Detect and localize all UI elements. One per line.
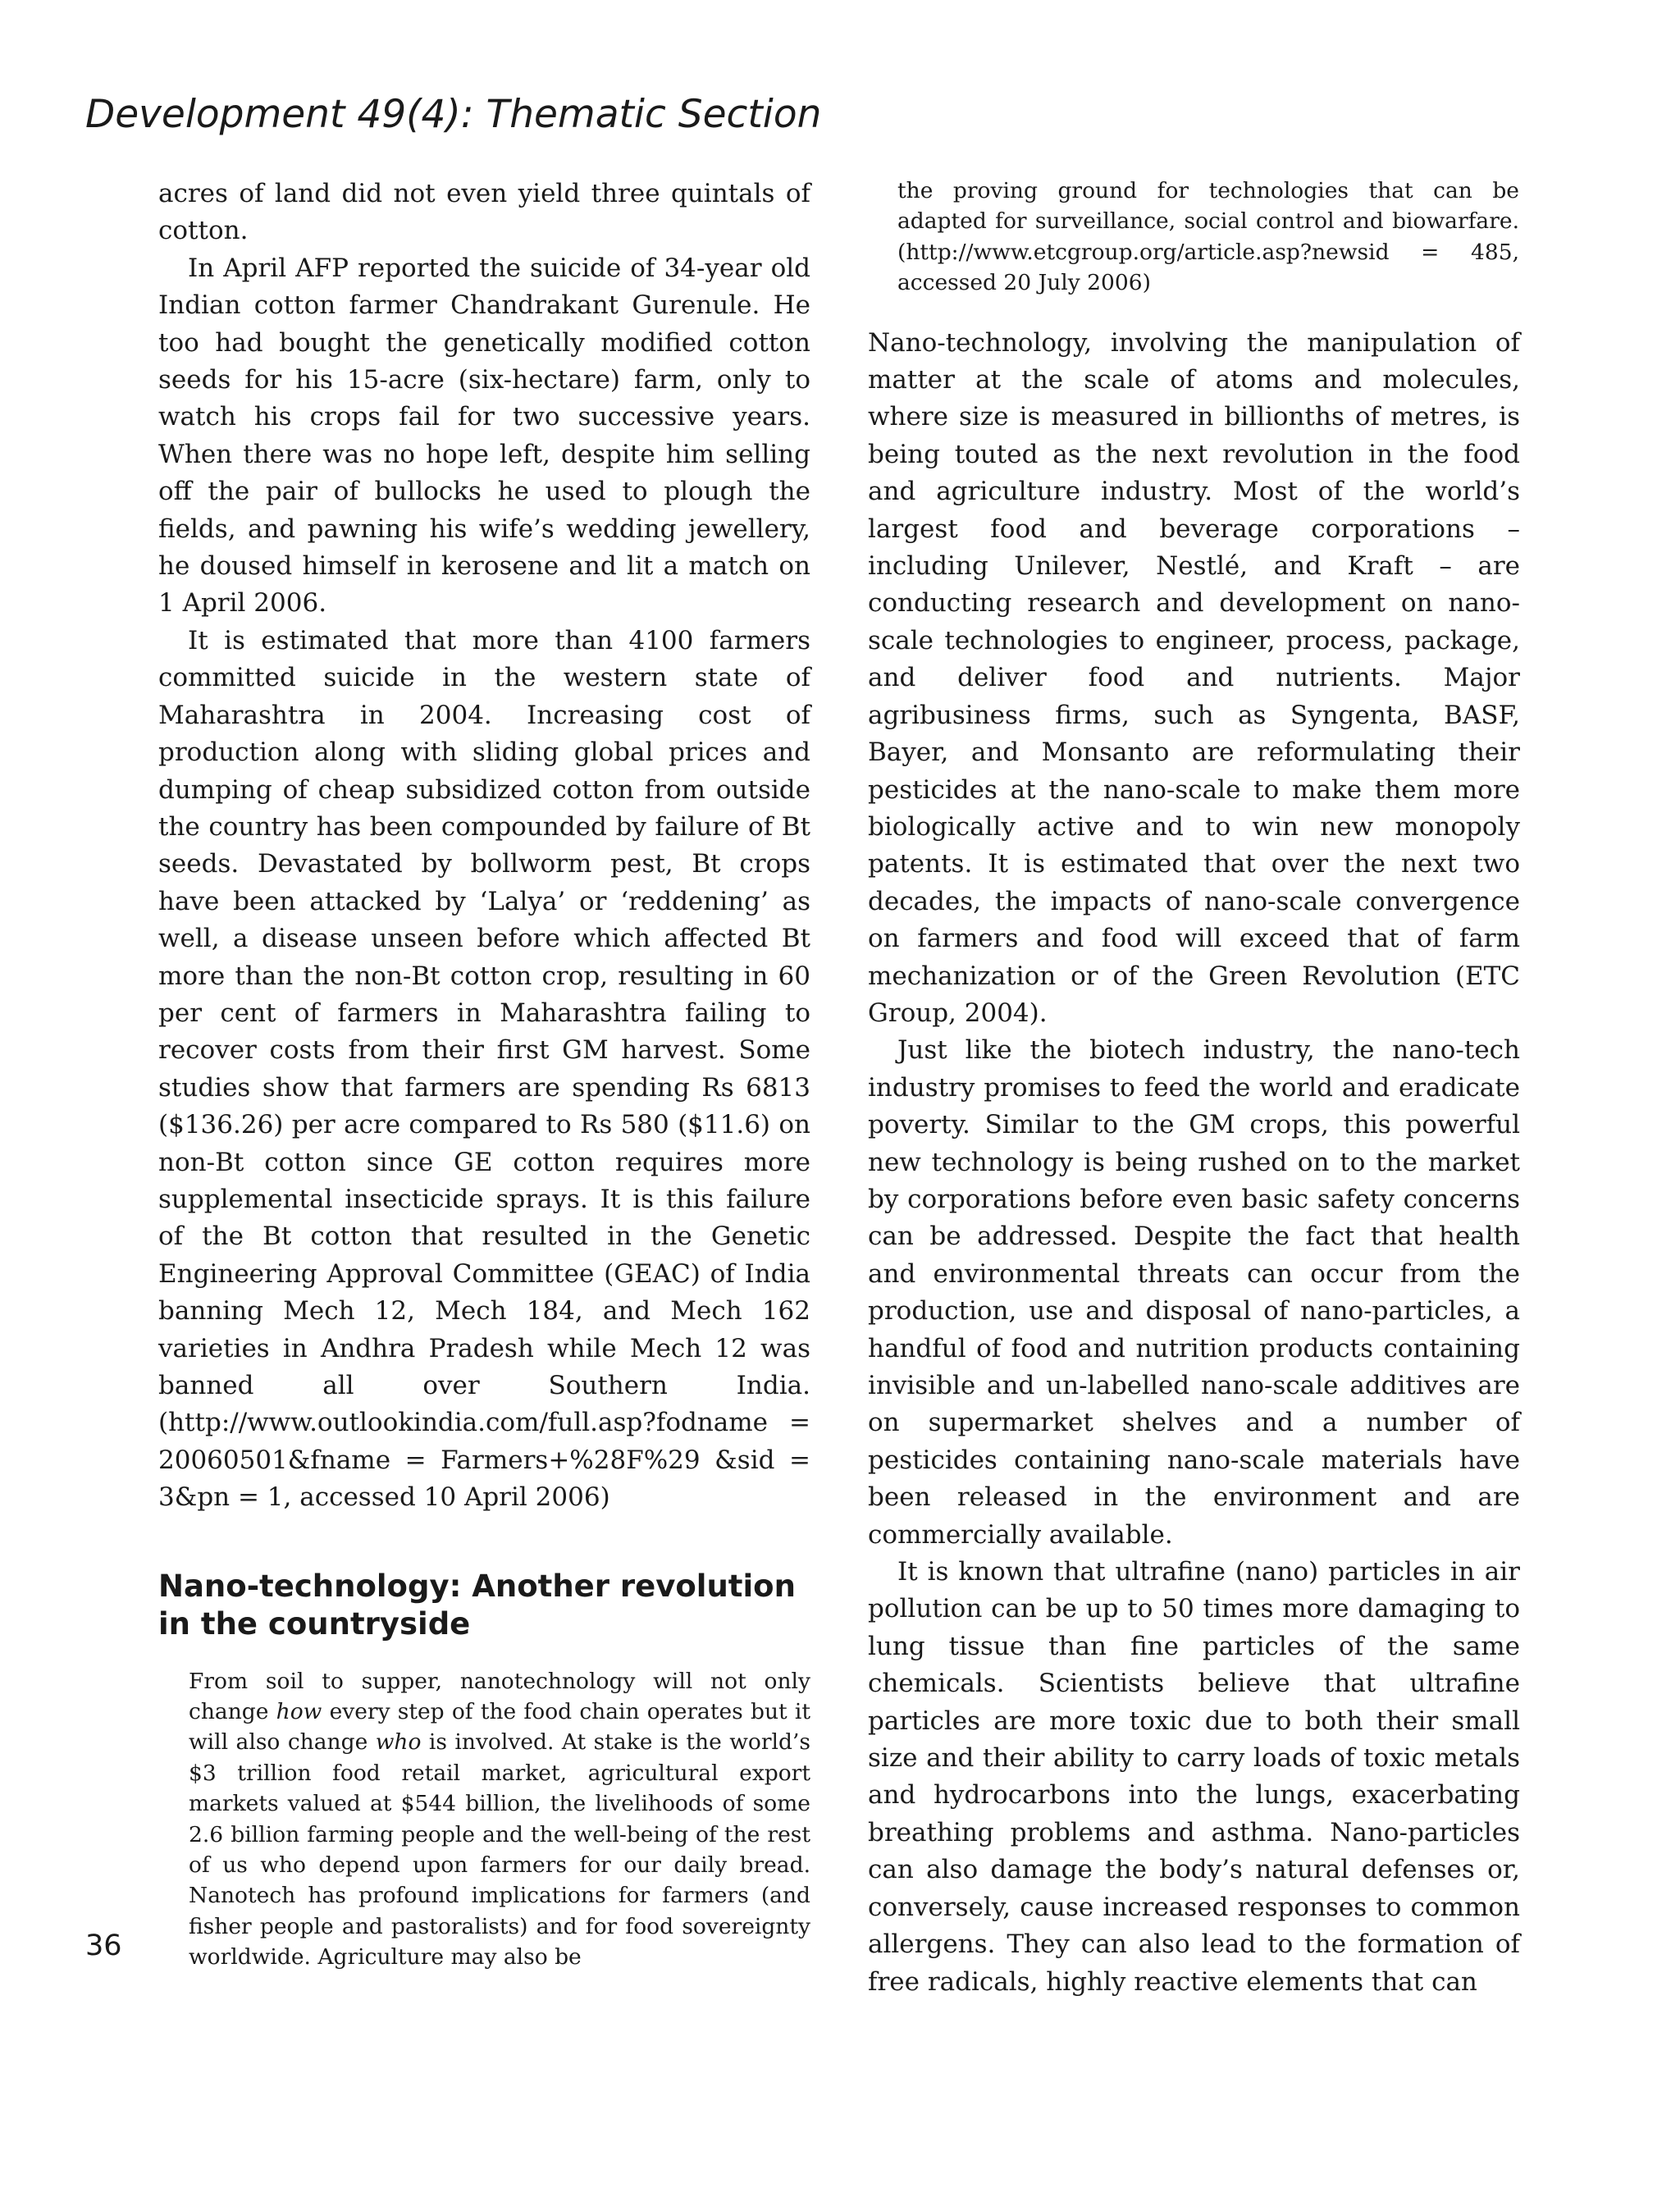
block-quote — [189, 1666, 810, 1973]
running-head: Development 49(4): Thematic Section — [85, 92, 822, 137]
right-paragraph-1: Nano-technology, involving the manipulation of matter at the scale of atoms and molecules, where size is measured in billionths of metres, is being touted as the next revolution in the food and agriculture industry. Most of the world’s largest food and beverage corporations – including Unilever, Nestlé, and Kraft – are conducting research and development on nano-scale technologies to engineer, process, package, and deliver food and nutrients. Major agribusiness firms, such as Syngenta, BASF, Bayer, and Monsanto are reformulating their pesticides at the nano-scale to make them more biologically active and to win new monopoly patents. It is estimated that over the next two decades, the impacts of nano-scale convergence on farmers and food will exceed that of farm mechanization or of the Green Revolution (ETC Group, 2004). — [868, 327, 1520, 1028]
block-quote-continued: the proving ground for technologies that can be adapted for surveillance, social control and biowarfare. (http://www.etcgroup.org/article.asp?newsid = 485, accessed 20 July 2006) — [897, 178, 1519, 296]
left-paragraph-2: In April AFP reported the suicide of 34-year old Indian cotton farmer Chandrakant Gurenule. He too had bought the genetically modified cotton seeds for his 15-acre (six-hectare) farm, only to watch his crops fail for two successive years. When there was no hope left, despite him selling off the pair of bullocks he used to plough the fields, and pawning his wife’s wedding jewellery, he doused himself in kerosene and lit a match on 1 April 2006. — [158, 253, 810, 619]
section-heading: Nano-technology: Another revolution in the countryside — [158, 1568, 796, 1642]
left-paragraph-3: It is estimated that more than 4100 farmers committed suicide in the western state of Maharashtra in 2004. Increasing cost of production along with sliding global prices and dumping of cheap subsidized cotton from outside the country has been compounded by failure of Bt seeds. Devastated by bollworm pest, Bt crops have been attacked by ‘Lalya’ or ‘reddening’ as well, a disease unseen before which affected Bt more than the non-Bt cotton crop, resulting in 60 per cent of farmers in Maharashtra failing to recover costs from their first GM harvest. Some studies show that farmers are spending Rs 6813 ($136.26) per acre compared to Rs 580 ($11.6) on non-Bt cotton since GE cotton requires more supplemental insecticide sprays. It is this failure of the Bt cotton that resulted in the Genetic Engineering Approval Committee (GEAC) of India banning Mech 12, Mech 184, and Mech 162 varieties in Andhra Pradesh while Mech 12 was banned all over Southern India. (http://www.outlookindia.com/full.asp?fodname = 20060501&fname = Farmers+%28F%29 &sid = 3&pn = 1, accessed 10 April 2006) — [158, 625, 810, 1513]
quote-text-2: every step of the food chain operates but it will also change — [189, 1699, 810, 1756]
right-paragraph-2: Just like the biotech industry, the nano-tech industry promises to feed the world and eradicate poverty. Similar to the GM crops, this powerful new technology is being rushed on to the market by corporations before even basic safety concerns can be addressed. Despite the fact that health and environmental threats can occur from the production, use and disposal of nano-particles, a handful of food and nutrition products containing invisible and un-labelled nano-scale additives are on supermarket shelves and a number of pesticides containing nano-scale materials have been released in the environment and are commercially available. — [868, 1035, 1520, 1550]
page-number: 36 — [85, 1929, 122, 1962]
quote-emphasis-how: how — [276, 1699, 322, 1725]
quote-text-1: From soil to supper, nanotechnology will not only change — [189, 1668, 810, 1725]
right-column — [868, 176, 1520, 2001]
quote-emphasis-who: who — [375, 1729, 422, 1756]
right-paragraph-3: It is known that ultrafine (nano) particles in air pollution can be up to 50 times more damaging to lung tissue than fine particles of the same chemicals. Scientists believe that ultrafine particles are more toxic due to both their small size and their ability to carry loads of toxic metals and hydrocarbons into the lungs, exacerbating breathing problems and asthma. Nano-particles can also damage the body’s natural defenses or, conversely, cause increased responses to common allergens. They can also lead to the formation of free radicals, highly reactive elements that can — [868, 1557, 1520, 1997]
left-paragraph-1: acres of land did not even yield three quintals of cotton. — [158, 179, 810, 246]
left-column — [158, 176, 810, 1973]
quote-text-3: is involved. At stake is the world’s $3 trillion food retail market, agricultural export markets valued at $544 billion, the livelihoods of some 2.6 billion farming people and the well-being of the rest of us who depend upon farmers for our daily bread. Nanotech has profound implications for farmers (and fisher people and pastoralists) and for food sovereignty worldwide. Agriculture may also be — [189, 1729, 810, 1971]
